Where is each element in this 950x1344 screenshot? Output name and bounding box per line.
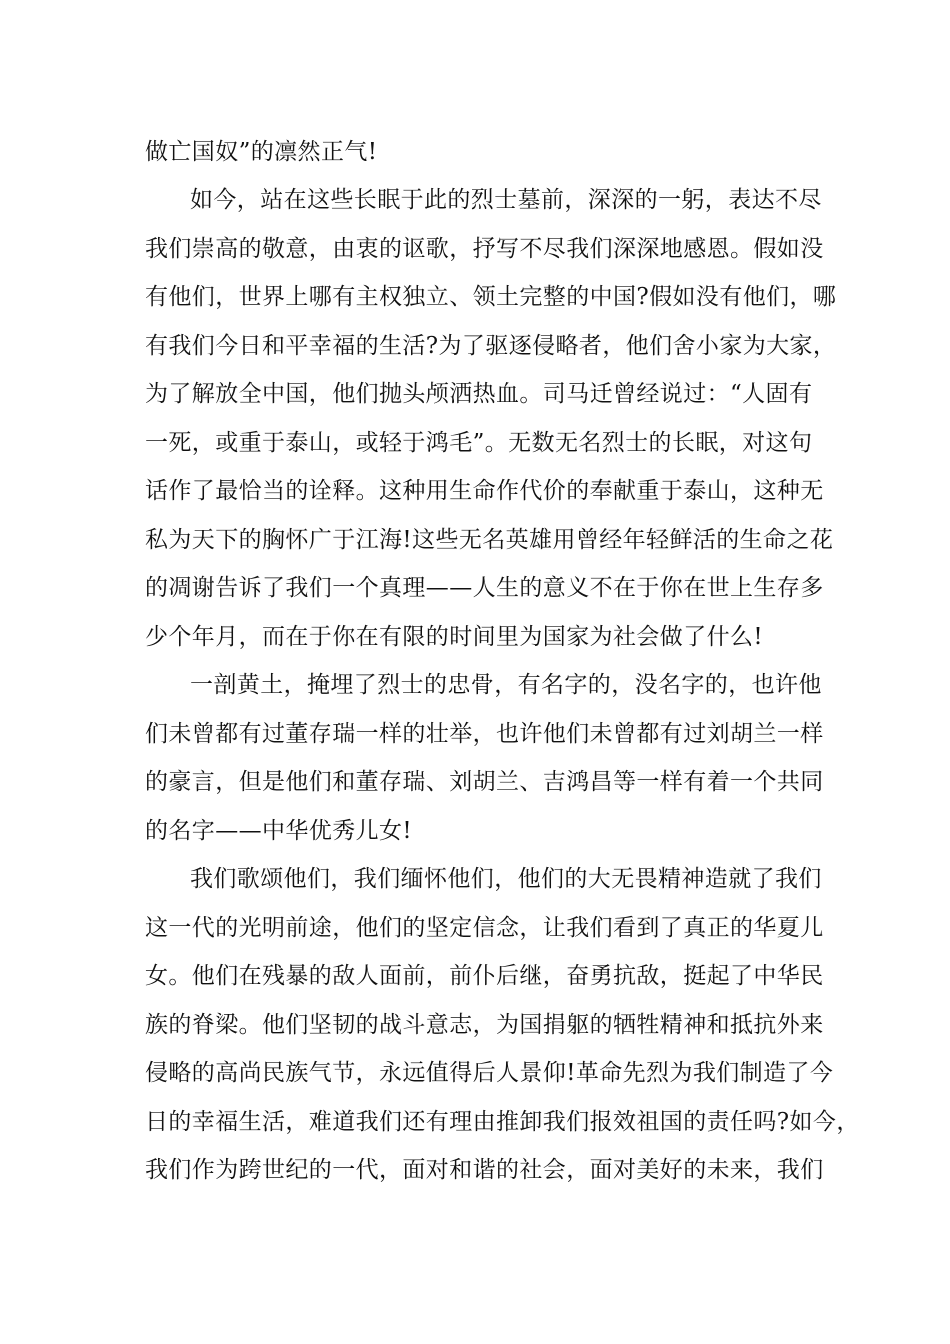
text-line-21: 日的幸福生活，难道我们还有理由推卸我们报效祖国的责任吗?如今， [145, 1109, 860, 1135]
text-line-12: 一剖黄土，掩埋了烈士的忠骨，有名字的，没名字的，也许他 [190, 672, 822, 698]
text-line-4: 有他们，世界上哪有主权独立、领土完整的中国?假如没有他们，哪 [145, 284, 837, 310]
text-line-13: 们未曾都有过董存瑞一样的壮举，也许他们未曾都有过刘胡兰一样 [145, 721, 824, 747]
text-line-17: 这一代的光明前途，他们的坚定信念，让我们看到了真正的华夏儿 [145, 915, 824, 941]
text-line-10: 的凋谢告诉了我们一个真理——人生的意义不在于你在世上生存多 [145, 575, 824, 601]
text-line-16: 我们歌颂他们，我们缅怀他们，他们的大无畏精神造就了我们 [190, 866, 822, 892]
text-line-9: 私为天下的胸怀广于江海!这些无名英雄用曾经年轻鲜活的生命之花 [145, 527, 834, 553]
text-line-20: 侵略的高尚民族气节，永远值得后人景仰!革命先烈为我们制造了今 [145, 1060, 834, 1086]
text-line-5: 有我们今日和平幸福的生活?为了驱逐侵略者，他们舍小家为大家， [145, 333, 837, 359]
text-line-18: 女。他们在残暴的敌人面前，前仆后继，奋勇抗敌，挺起了中华民 [145, 963, 824, 989]
text-line-1: 做亡国奴”的凛然正气! [145, 139, 378, 165]
text-line-22: 我们作为跨世纪的一代，面对和谐的社会，面对美好的未来，我们 [145, 1157, 824, 1183]
text-line-14: 的豪言，但是他们和董存瑞、刘胡兰、吉鸿昌等一样有着一个共同 [145, 769, 824, 795]
text-line-19: 族的脊梁。他们坚韧的战斗意志，为国捐躯的牺牲精神和抵抗外来 [145, 1012, 824, 1038]
text-line-6: 为了解放全中国，他们抛头颅洒热血。司马迁曾经说过：“人固有 [145, 381, 813, 407]
text-line-2: 如今，站在这些长眠于此的烈士墓前，深深的一躬，表达不尽 [190, 187, 822, 213]
text-line-8: 话作了最恰当的诠释。这种用生命作代价的奉献重于泰山，这种无 [145, 478, 824, 504]
text-line-3: 我们崇高的敬意，由衷的讴歌，抒写不尽我们深深地感恩。假如没 [145, 236, 824, 262]
text-line-7: 一死，或重于泰山，或轻于鸿毛”。无数无名烈士的长眠，对这句 [145, 430, 813, 456]
text-line-15: 的名字——中华优秀儿女! [145, 818, 413, 844]
text-line-11: 少个年月，而在于你在有限的时间里为国家为社会做了什么! [145, 624, 764, 650]
